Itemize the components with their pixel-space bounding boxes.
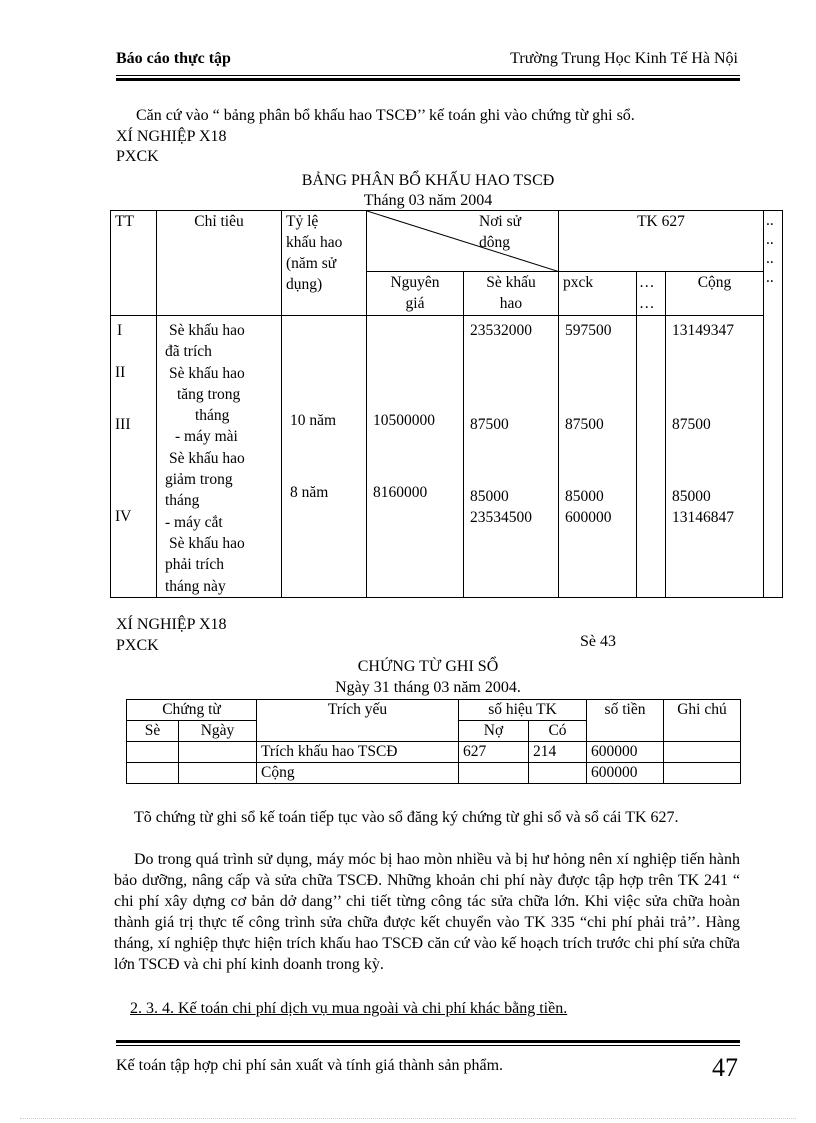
diagonal-line [367,211,560,272]
company-name-1: XÍ NGHIỆP X18 [116,128,227,145]
header-school-name: Trường Trung Học Kinh Tế Hà Nội [510,50,738,67]
nguyengia-column: 10500000 8160000 [367,316,464,598]
intro-text: Căn cứ vào “ bảng phân bổ khấu hao TSCĐ’’ kế toán ghi vào chứng từ ghi sổ. [136,107,635,124]
sekhauhao-column: 23532000 87500 85000 23534500 [464,316,559,598]
sotien-header: số tiền [587,700,664,742]
table-row: Trích khấu hao TSCĐ 627 214 600000 [127,742,741,763]
col-tt-header: TT [111,211,157,316]
header-report-title: Báo cáo thực tập [116,50,231,67]
page-number: 47 [712,1053,738,1082]
voucher-table [126,699,741,784]
col-tyle-header: Tỷ lệ khấu hao (năm sử dụng) [282,211,367,316]
footer-rule-thin [116,1045,740,1046]
table1-body-row [111,316,783,598]
table1-title: BẢNG PHÂN BỔ KHẤU HAO TSCĐ [301,172,555,189]
tt-column: I II III IV [111,316,157,598]
dots-column [637,316,666,598]
footer-rule-thick [116,1040,740,1043]
pxck-column: 597500 87500 85000 600000 [559,316,637,598]
table1-subtitle: Tháng 03 năm 2004 [363,192,493,209]
paragraph-1: Tõ chứng từ ghi sổ kế toán tiếp tục vào sổ đăng ký chứng từ ghi sổ và sổ cái TK 627. [134,809,679,826]
col-chitieu-header: Chỉ tiêu [157,211,282,316]
department-2: PXCK [116,637,159,654]
department-1: PXCK [116,148,159,165]
header-rule-thin [116,75,740,76]
table2-header-row-1 [127,700,741,721]
col-nguyengia-header: Nguyên giá [367,272,464,316]
col-tk627-header: TK 627 [559,211,764,272]
col-extra: .. .. .. .. [764,211,783,598]
trichyeu-header: Trích yếu [257,700,459,742]
page-footer [116,1053,740,1087]
col-cong-header: Cộng [666,272,764,316]
table2-title: CHỨNG TỪ GHI SỔ [357,658,499,675]
depreciation-allocation-table [110,210,783,598]
ghichu-header: Ghi chú [664,700,741,742]
sohieutk-header: số hiệu TK [459,700,587,721]
paragraph-2: Do trong quá trình sử dụng, máy móc bị hao mòn nhiều và bị hư hỏng nên xí nghiệp tiến hành bảo dưỡng, nâng cấp và sửa chữa TSCĐ. Những khoản chi phí này được tập hợp trên TK 241 “ chi phí xây dựng cơ bản dở dang’’ chi tiết từng công tác sửa chữa lớn. Khi việc sửa chữa hoàn thành giá trị thực tế công trình sửa chữa được kết chuyển vào TK 335 “chi phí phải trả’’. Hàng tháng, xí nghiệp thực hiện trích khấu hao TSCĐ căn cứ vào kế hoạch trích trước chi phí sửa chữa lớn TSCĐ và chi phí kinh doanh trong kỳ. [114,851,740,973]
table-row: Cộng 600000 [127,763,741,784]
footer-title: Kế toán tập hợp chi phí sản xuất và tính giá thành sản phẩm. [116,1057,504,1074]
section-heading: 2. 3. 4. Kế toán chi phí dịch vụ mua ngoài và chi phí khác bằng tiền. [130,1000,568,1017]
col-noisudong-header: Nơi sử dông [367,211,559,272]
col-dots-header: … … [637,272,666,316]
se-header: Sè [127,721,179,742]
table1-header-row-1 [111,211,783,272]
table2-subtitle: Ngày 31 tháng 03 năm 2004. [335,679,521,696]
header-rule-thick [116,78,740,81]
ngay-header: Ngày [179,721,257,742]
voucher-number: Sè 43 [580,633,616,650]
no-header: Nợ [459,721,529,742]
chungtu-header: Chứng từ [127,700,257,721]
cong-column: 13149347 87500 85000 13146847 [666,316,764,598]
page-bottom-border [20,1118,796,1119]
col-sekhauhao-header: Sè khấu hao [464,272,559,316]
col-pxck-header: pxck [559,272,637,316]
tyle-column: 10 năm 8 năm [282,316,367,598]
co-header: Có [529,721,587,742]
page-header [116,50,740,74]
chitieu-column: Sè khấu hao đã trích Sè khấu hao tăng trong tháng - máy mài Sè khấu hao giảm trong tháng - máy cắt Sè khấu hao phải trích tháng này [157,316,282,598]
company-name-2: XÍ NGHIỆP X18 [116,616,227,633]
